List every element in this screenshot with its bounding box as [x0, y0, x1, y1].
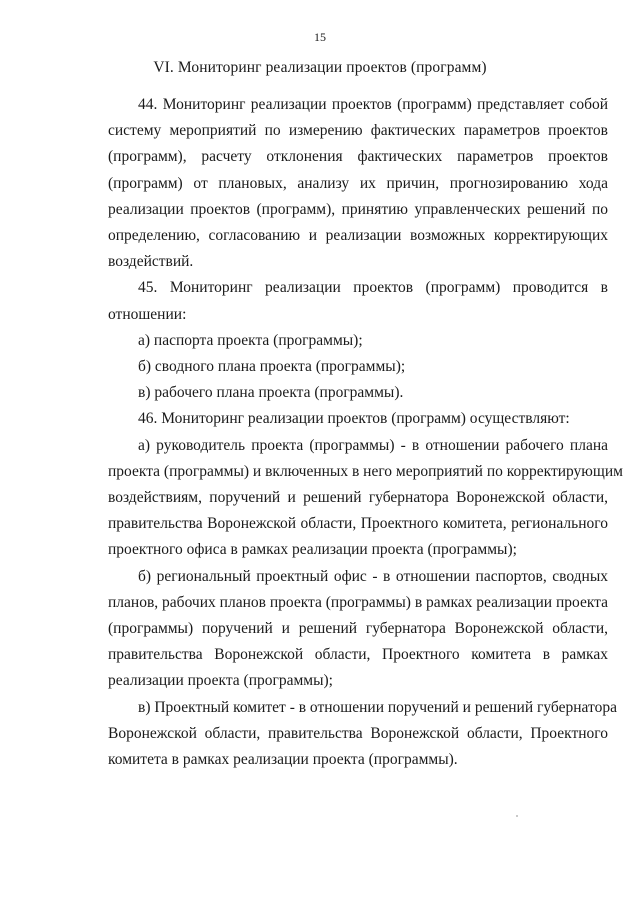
paragraph-line: б) региональный проектный офис - в отношении паспортов, сводных — [138, 567, 608, 585]
paragraph-line: воздействиям, поручений и решений губернатора Воронежской области, — [108, 489, 608, 507]
paragraph-46-b — [108, 564, 608, 695]
list-item: а) паспорта проекта (программы); — [138, 331, 363, 349]
paragraph-line: 46. Мониторинг реализации проектов (программ) осуществляют: — [138, 410, 570, 428]
paragraph-line: определению, согласованию и реализации возможных корректирующих — [108, 227, 608, 245]
paragraph-line: правительства Воронежской области, Проектного комитета в рамках — [108, 646, 608, 664]
paragraph-line: (программ) от плановых, анализу их причин, прогнозированию хода — [108, 174, 608, 192]
paragraph-line: комитета в рамках реализации проекта (программы). — [108, 751, 458, 769]
page-number: 15 — [314, 30, 326, 44]
section-title: VI. Мониторинг реализации проектов (программ) — [153, 59, 487, 76]
paragraph-46-c — [108, 695, 617, 774]
paragraph-line: реализации проекта (программы); — [108, 672, 333, 690]
paragraph-line: планов, рабочих планов проекта (программы) в рамках реализации проекта — [108, 593, 608, 611]
paragraph-line: в) Проектный комитет - в отношении поручений и решений губернатора — [138, 698, 617, 716]
document-body — [108, 92, 623, 773]
paragraph-line: воздействий. — [108, 253, 194, 271]
paragraph-line: проекта (программы) и включенных в него мероприятий по корректирующим — [108, 462, 623, 480]
paragraph-line: 44. Мониторинг реализации проектов (программ) представляет собой — [138, 96, 608, 113]
paragraph-line: 45. Мониторинг реализации проектов (программ) проводится в — [138, 279, 608, 297]
paragraph-line: отношении: — [108, 305, 187, 323]
paragraph-line: реализации проектов (программ), принятию управленческих решений по — [108, 200, 608, 218]
paragraph-46 — [108, 406, 608, 432]
paragraph-line: систему мероприятий по измерению фактических параметров проектов — [108, 122, 608, 140]
paragraph-44 — [108, 92, 608, 275]
paragraph-line: проектного офиса в рамках реализации проекта (программы); — [108, 541, 517, 559]
paragraph-46-a — [108, 433, 623, 564]
list-item: в) рабочего плана проекта (программы). — [138, 384, 404, 402]
paragraph-45-list — [108, 328, 608, 407]
paragraph-line: (программ), расчету отклонения фактических параметров проектов — [108, 148, 608, 166]
list-item: б) сводного плана проекта (программы); — [138, 358, 406, 376]
paragraph-45 — [108, 275, 608, 327]
paragraph-line: а) руководитель проекта (программы) - в отношении рабочего плана — [138, 436, 608, 454]
paragraph-line: Воронежской области, правительства Воронежской области, Проектного — [108, 724, 608, 742]
paragraph-line: (программы) поручений и решений губернатора Воронежской области, — [108, 620, 608, 638]
scan-speck — [516, 815, 518, 817]
paragraph-line: правительства Воронежской области, Проектного комитета, регионального — [108, 515, 608, 533]
